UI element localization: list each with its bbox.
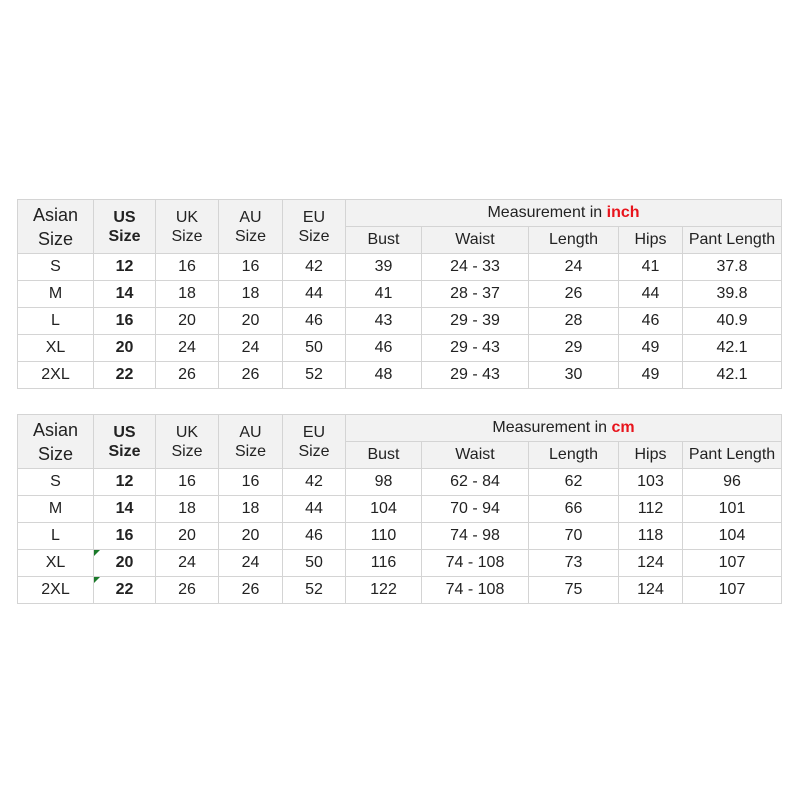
table-cell: 24 xyxy=(156,550,219,577)
table-cell: 16 xyxy=(94,523,156,550)
table-row xyxy=(18,550,782,577)
table-cell: 26 xyxy=(529,281,619,308)
table-cell: 18 xyxy=(219,496,283,523)
table-cell: 48 xyxy=(346,362,422,389)
table-cell: 20 xyxy=(156,308,219,335)
measurement-unit: cm xyxy=(611,419,635,436)
header-line: Size xyxy=(108,227,141,245)
table-cell: 104 xyxy=(346,496,422,523)
table-cell: 52 xyxy=(283,362,346,389)
table-cell: 46 xyxy=(346,335,422,362)
header-eu-size xyxy=(283,200,346,254)
table-row xyxy=(18,496,782,523)
table-cell: 52 xyxy=(283,577,346,604)
header-hips: Hips xyxy=(619,227,683,254)
table-cell: 41 xyxy=(346,281,422,308)
header-pant-length: Pant Length xyxy=(683,227,782,254)
header-bust: Bust xyxy=(346,442,422,469)
header-line: US xyxy=(113,208,136,226)
table-cell: 24 xyxy=(156,335,219,362)
table-cell: 16 xyxy=(156,254,219,281)
table-cell: 39 xyxy=(346,254,422,281)
table-cell: 110 xyxy=(346,523,422,550)
table-cell: 74 - 98 xyxy=(422,523,529,550)
table-row xyxy=(18,362,782,389)
table-cell: 98 xyxy=(346,469,422,496)
table-cell: 28 - 37 xyxy=(422,281,529,308)
header-line: Asian xyxy=(32,204,79,225)
header-line: Size xyxy=(234,227,267,245)
table-cell: 70 - 94 xyxy=(422,496,529,523)
table-cell: 116 xyxy=(346,550,422,577)
table-cell: 62 xyxy=(529,469,619,496)
table-cell: 24 xyxy=(219,550,283,577)
header-au-size xyxy=(219,415,283,469)
size-chart-inch xyxy=(17,199,782,389)
table-cell: 29 xyxy=(529,335,619,362)
table-cell: 39.8 xyxy=(683,281,782,308)
table-cell: M xyxy=(18,496,94,523)
table-cell: 12 xyxy=(94,469,156,496)
table-cell: XL xyxy=(18,550,94,577)
table-cell: 20 xyxy=(94,335,156,362)
table-cell: 40.9 xyxy=(683,308,782,335)
header-waist: Waist xyxy=(422,227,529,254)
header-measurement xyxy=(346,415,782,442)
header-line: AU xyxy=(239,208,262,226)
table-cell: 104 xyxy=(683,523,782,550)
header-us-size xyxy=(94,200,156,254)
table-cell: 14 xyxy=(94,496,156,523)
header-asian-size xyxy=(18,415,94,469)
header-line: Asian xyxy=(32,419,79,440)
table-cell: 96 xyxy=(683,469,782,496)
header-uk-size xyxy=(156,415,219,469)
size-chart-cm xyxy=(17,414,782,604)
header-row xyxy=(18,200,782,227)
header-line: EU xyxy=(302,208,326,226)
table-cell: 107 xyxy=(683,550,782,577)
header-hips: Hips xyxy=(619,442,683,469)
header-length: Length xyxy=(529,227,619,254)
header-line: Size xyxy=(234,442,267,460)
table-cell: 42.1 xyxy=(683,362,782,389)
header-line: UK xyxy=(175,423,199,441)
table-cell: 24 xyxy=(219,335,283,362)
table-cell: 49 xyxy=(619,335,683,362)
header-measurement xyxy=(346,200,782,227)
header-au-size xyxy=(219,200,283,254)
table-cell: 29 - 39 xyxy=(422,308,529,335)
header-line: Size xyxy=(171,227,203,245)
table-cell: 24 - 33 xyxy=(422,254,529,281)
table-cell: 49 xyxy=(619,362,683,389)
table-row xyxy=(18,308,782,335)
table-cell: 124 xyxy=(619,577,683,604)
header-line: Size xyxy=(37,443,73,464)
table-cell: 42 xyxy=(283,469,346,496)
table-cell: 101 xyxy=(683,496,782,523)
table-cell: 118 xyxy=(619,523,683,550)
table-cell: 124 xyxy=(619,550,683,577)
header-asian-size xyxy=(18,200,94,254)
table-cell: 29 - 43 xyxy=(422,335,529,362)
table-row xyxy=(18,335,782,362)
header-us-size xyxy=(94,415,156,469)
header-line: Size xyxy=(108,442,141,460)
table-cell: 62 - 84 xyxy=(422,469,529,496)
table-row xyxy=(18,469,782,496)
header-length: Length xyxy=(529,442,619,469)
table-cell: 122 xyxy=(346,577,422,604)
table-cell: 30 xyxy=(529,362,619,389)
table-cell: 74 - 108 xyxy=(422,577,529,604)
table-cell: 107 xyxy=(683,577,782,604)
measurement-label: Measurement in xyxy=(487,204,603,221)
table-cell: 26 xyxy=(156,577,219,604)
table-cell: 29 - 43 xyxy=(422,362,529,389)
table-cell: 20 xyxy=(156,523,219,550)
table-row xyxy=(18,281,782,308)
header-line: EU xyxy=(302,423,326,441)
table-cell: 18 xyxy=(219,281,283,308)
table-cell: 18 xyxy=(156,496,219,523)
table-cell: 26 xyxy=(219,577,283,604)
table-cell: 44 xyxy=(283,281,346,308)
table-cell: L xyxy=(18,523,94,550)
table-cell: 70 xyxy=(529,523,619,550)
table-cell: 37.8 xyxy=(683,254,782,281)
header-row xyxy=(18,415,782,442)
measurement-unit: inch xyxy=(606,204,640,221)
table-cell: 66 xyxy=(529,496,619,523)
table-cell: 43 xyxy=(346,308,422,335)
table-cell: 112 xyxy=(619,496,683,523)
table-cell: 46 xyxy=(283,308,346,335)
table-cell: 16 xyxy=(156,469,219,496)
table-row xyxy=(18,254,782,281)
header-eu-size xyxy=(283,415,346,469)
table-cell: 12 xyxy=(94,254,156,281)
table-cell: 42.1 xyxy=(683,335,782,362)
table-cell: 50 xyxy=(283,335,346,362)
table-cell: 24 xyxy=(529,254,619,281)
table-cell: 103 xyxy=(619,469,683,496)
table-cell: XL xyxy=(18,335,94,362)
table-row xyxy=(18,577,782,604)
table-cell: L xyxy=(18,308,94,335)
table-cell: 16 xyxy=(219,469,283,496)
table-cell: 75 xyxy=(529,577,619,604)
table-cell: 44 xyxy=(283,496,346,523)
header-line: US xyxy=(113,423,136,441)
table-cell: 41 xyxy=(619,254,683,281)
comment-marker-icon xyxy=(94,550,100,556)
header-line: UK xyxy=(175,208,199,226)
header-line: Size xyxy=(298,227,330,245)
table-cell: 20 xyxy=(219,308,283,335)
header-uk-size xyxy=(156,200,219,254)
table-cell: S xyxy=(18,254,94,281)
table-cell: S xyxy=(18,469,94,496)
table-cell: M xyxy=(18,281,94,308)
table-cell: 22 xyxy=(94,362,156,389)
header-waist: Waist xyxy=(422,442,529,469)
comment-marker-icon xyxy=(94,577,100,583)
header-line: Size xyxy=(37,228,73,249)
header-line: Size xyxy=(298,442,330,460)
table-cell: 2XL xyxy=(18,577,94,604)
table-row xyxy=(18,523,782,550)
table-cell: 18 xyxy=(156,281,219,308)
header-bust: Bust xyxy=(346,227,422,254)
table-cell: 46 xyxy=(619,308,683,335)
table-cell: 22 xyxy=(94,577,156,604)
table-cell: 26 xyxy=(219,362,283,389)
header-line: AU xyxy=(239,423,262,441)
table-cell: 20 xyxy=(94,550,156,577)
table-cell: 20 xyxy=(219,523,283,550)
table-cell: 26 xyxy=(156,362,219,389)
header-line: Size xyxy=(171,442,203,460)
table-cell: 14 xyxy=(94,281,156,308)
table-cell: 28 xyxy=(529,308,619,335)
measurement-label: Measurement in xyxy=(492,419,608,436)
table-cell: 50 xyxy=(283,550,346,577)
table-cell: 73 xyxy=(529,550,619,577)
table-cell: 46 xyxy=(283,523,346,550)
table-cell: 2XL xyxy=(18,362,94,389)
table-cell: 44 xyxy=(619,281,683,308)
table-cell: 16 xyxy=(94,308,156,335)
table-cell: 74 - 108 xyxy=(422,550,529,577)
header-pant-length: Pant Length xyxy=(683,442,782,469)
table-cell: 16 xyxy=(219,254,283,281)
table-cell: 42 xyxy=(283,254,346,281)
